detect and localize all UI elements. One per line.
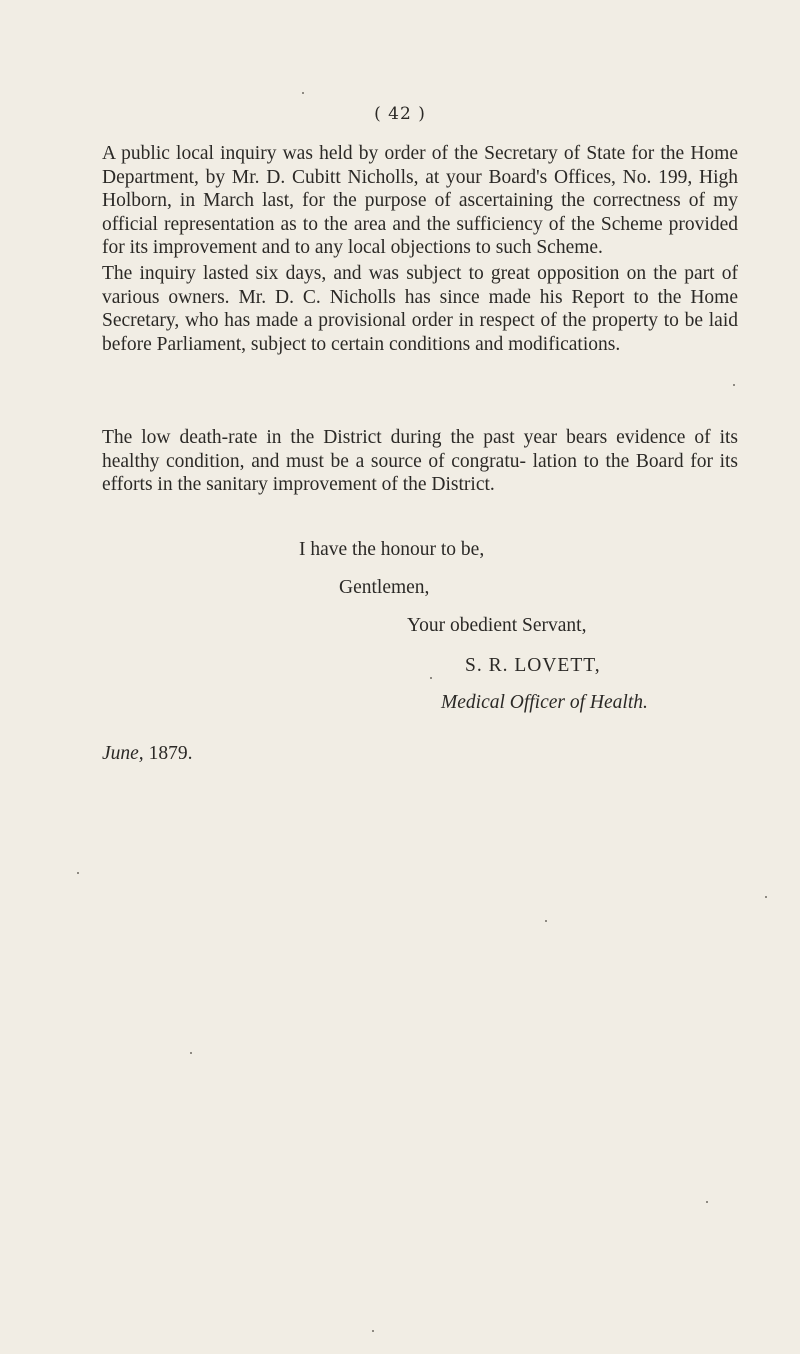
paper-speck <box>545 920 547 922</box>
paragraph-inquiry: A public local inquiry was held by order of the Secretary of State for the Home Department, by Mr. D. Cubitt Nicholls, at your Board's Offices, No. 199, High Holborn, in March last, for the purpose of ascertaining the correctness of my official representation as to the area and the sufficiency of the Scheme provided for its improvement and to any local objections to such Scheme. <box>102 143 738 258</box>
date-line <box>102 743 192 765</box>
signature-name: S. R. LOVETT, <box>465 655 601 676</box>
closing-salutation: Gentlemen, <box>339 577 430 598</box>
paper-speck <box>77 872 79 874</box>
closing-honour: I have the honour to be, <box>299 539 485 560</box>
paper-speck <box>706 1201 708 1203</box>
paper-speck <box>372 1330 374 1332</box>
paragraph-death-rate: The low death-rate in the District during the past year bears evidence of its healthy condition, and must be a source of congratu- lation to the Board for its efforts in the sanitary improvement of the District. <box>102 427 738 495</box>
paper-speck <box>190 1052 192 1054</box>
paragraph-inquiry-duration: The inquiry lasted six days, and was subject to great opposition on the part of various owners. Mr. D. C. Nicholls has since made his Report to the Home Secretary, who has made a provisional order in respect of the property to be laid before Parliament, subject to certain conditions and modifications. <box>102 263 738 355</box>
page-number: ( 42 ) <box>374 104 426 124</box>
closing-servant: Your obedient Servant, <box>407 615 587 636</box>
paper-speck <box>302 92 304 94</box>
date-year: 1879. <box>148 743 193 764</box>
paper-speck <box>765 896 767 898</box>
signature-title: Medical Officer of Health. <box>441 692 648 713</box>
date-month: June, <box>102 743 144 764</box>
paper-speck <box>733 384 735 386</box>
paper-speck <box>430 677 432 679</box>
